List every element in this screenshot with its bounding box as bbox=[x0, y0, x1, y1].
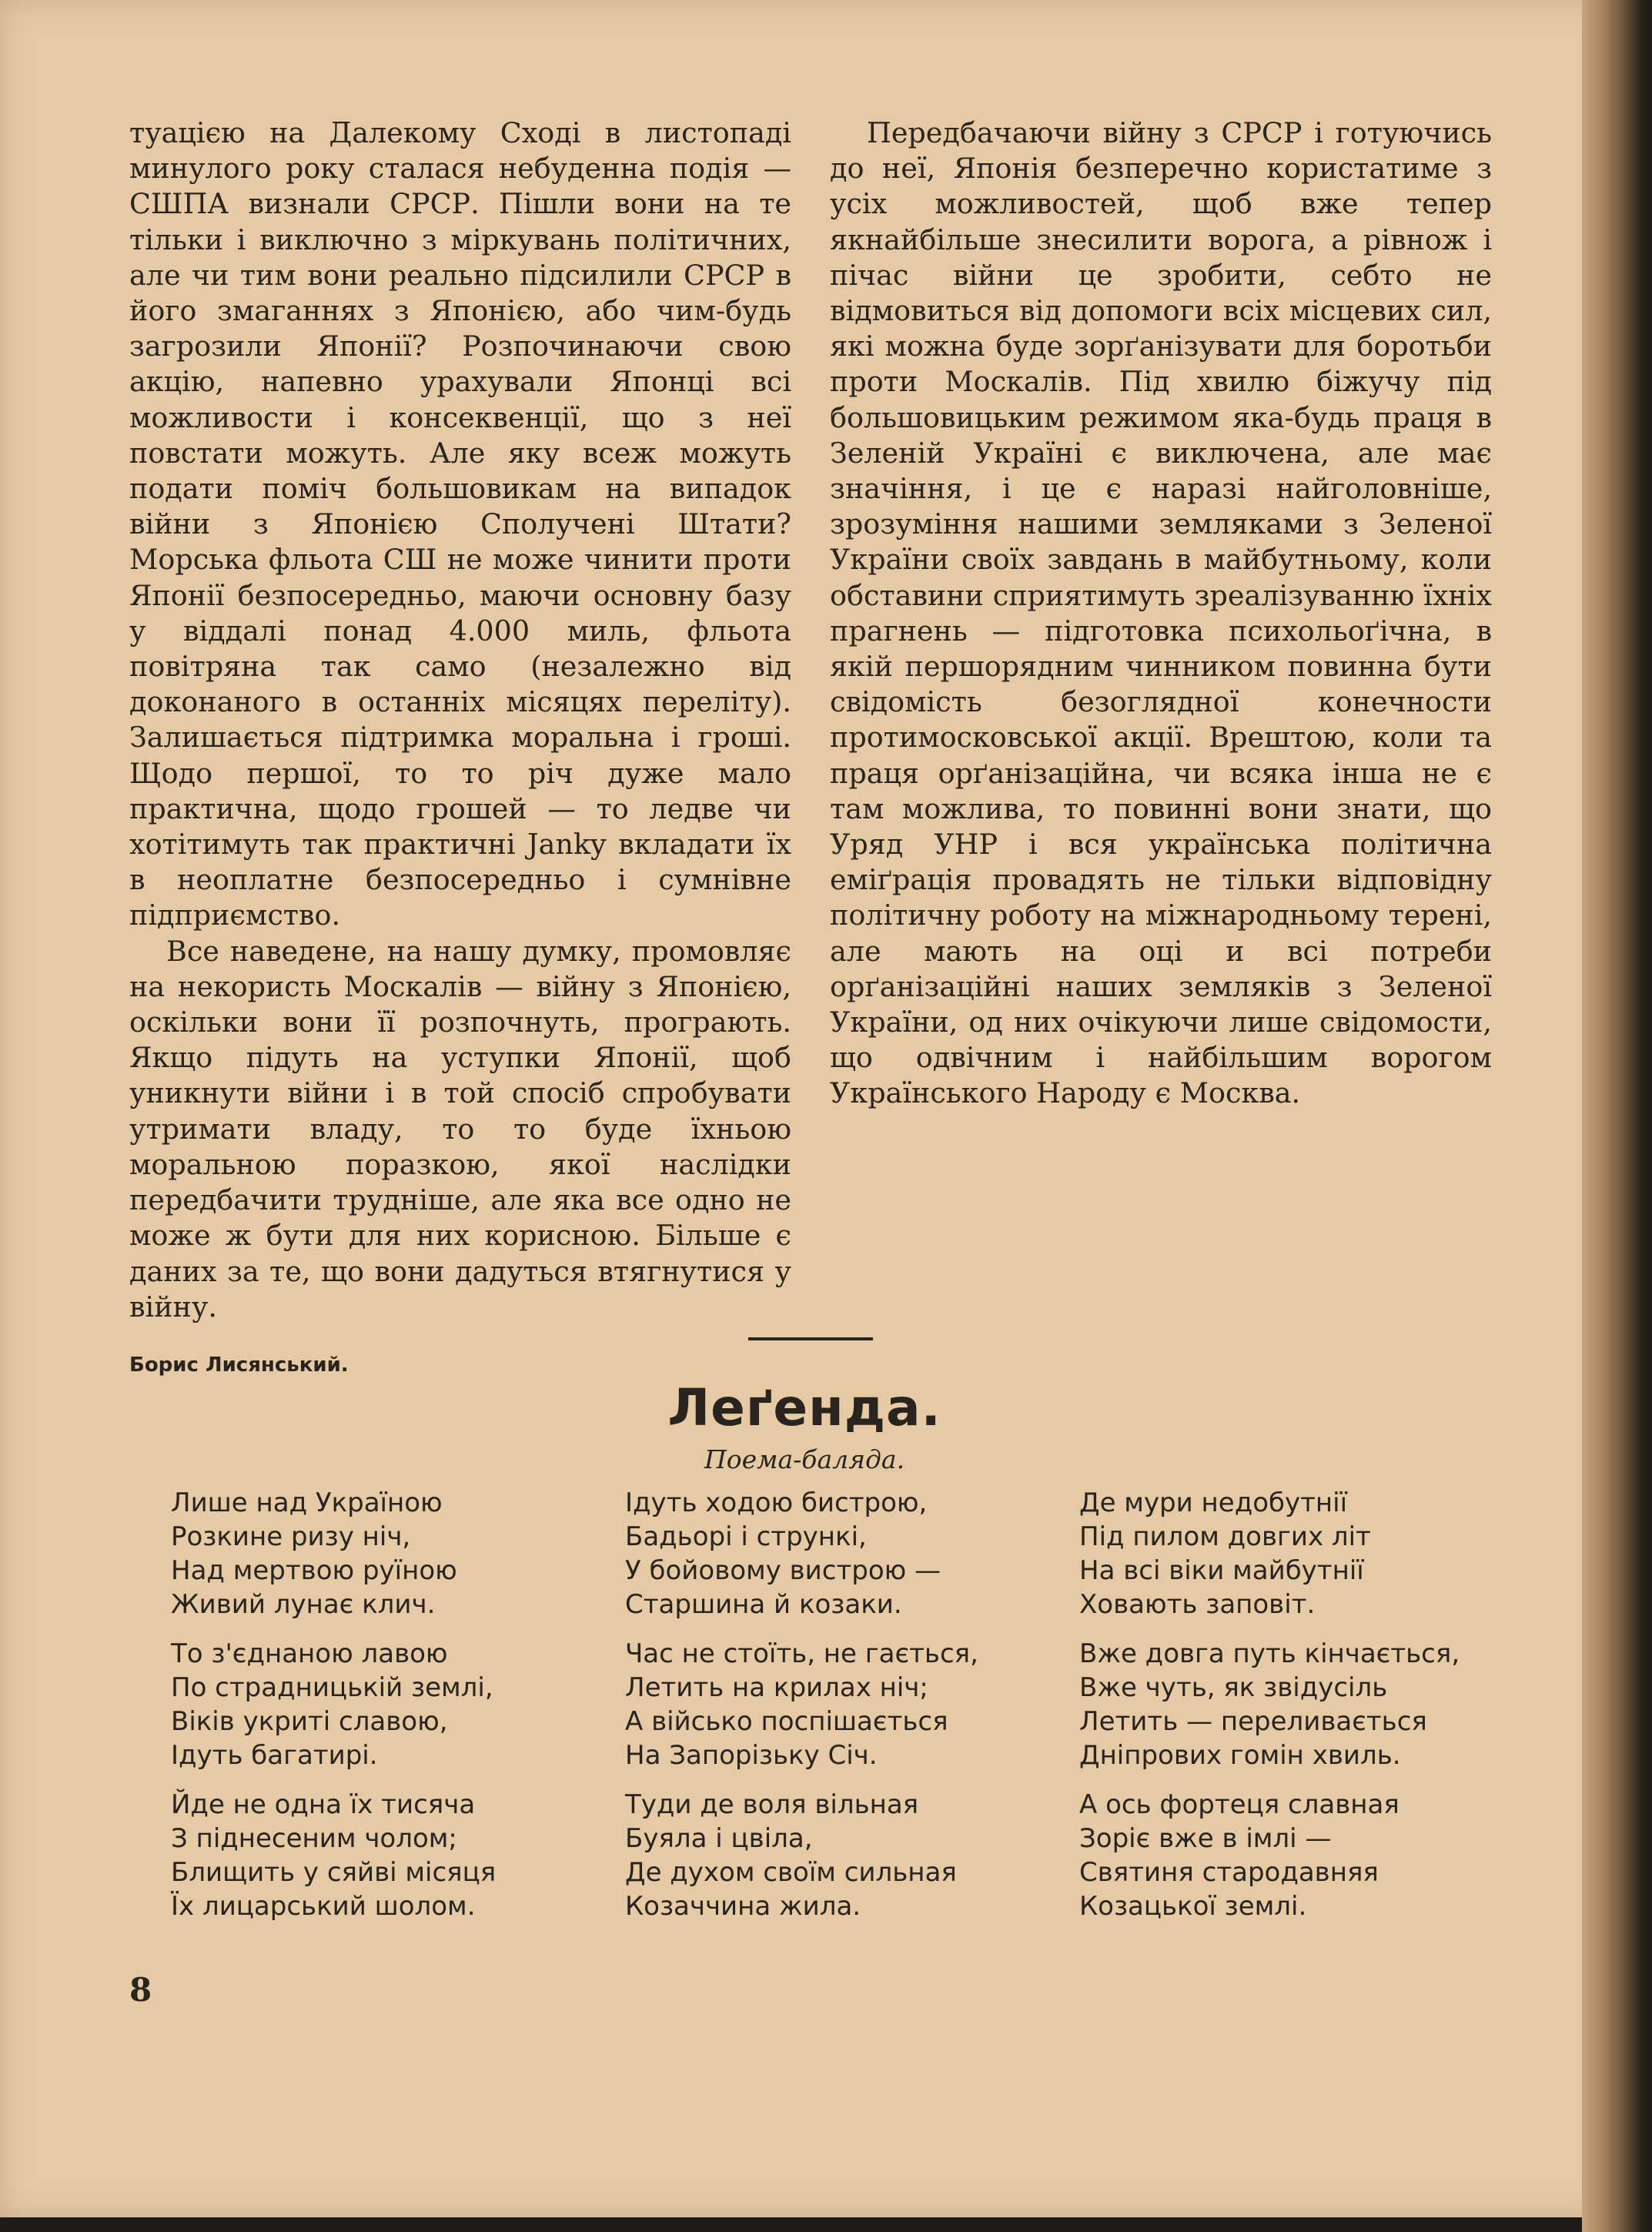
poem-stanza bbox=[171, 1486, 496, 1621]
poem-stanza bbox=[1079, 1637, 1460, 1772]
verse-line: Розкине ризу ніч, bbox=[171, 1521, 411, 1552]
verse-line: Йде не одна їх тисяча bbox=[171, 1789, 476, 1820]
book-spine-edge bbox=[1582, 0, 1652, 2232]
verse-line: На всі віки майбутнії bbox=[1079, 1555, 1364, 1586]
article-left-column bbox=[129, 115, 791, 1325]
verse-line: Ідуть багатирі. bbox=[171, 1740, 378, 1771]
paragraph: туацією на Далекому Сході в листопаді минулого року сталася небуденна подія — СШПА визнали СРСР. Пішли вони на те тільки і виключно з міркувань політичних, але чи тим вони реально підсилили СРСР в його змаганнях з Японією, або чим-будь загрозили Японії? Розпочинаючи свою акцію, напевно урахували Японці всі можливости і консеквенції, що з неї повстати можуть. Але яку всеж можуть подати поміч большовикам на випадок війни з Японією Сполучені Штати? Морська фльота СШ не може чинити проти Японії безпосередньо, маючи основну базу у віддалі понад 4.000 миль, фльота повітряна так само (незалежно від доконаного в останніх місяцях переліту). Залишається підтримка моральна і гроші. Щодо першої, то то річ дуже мало практична, щодо грошей — то ледве чи хотітимуть так практичні Janky вкладати їх в неоплатне безпосередньо і сумнівне підприємство. bbox=[129, 116, 791, 932]
verse-line: Де мури недобутнії bbox=[1079, 1487, 1348, 1518]
poem-stanza bbox=[625, 1788, 978, 1923]
verse-line: То з'єднаною лавою bbox=[171, 1638, 448, 1669]
verse-line: Старшина й козаки. bbox=[625, 1589, 902, 1620]
verse-line: Дніпрових гомін хвиль. bbox=[1079, 1740, 1401, 1771]
poem-stanza bbox=[625, 1486, 978, 1621]
verse-line: Зоріє вже в імлі — bbox=[1079, 1823, 1332, 1854]
poem-stanza bbox=[1079, 1486, 1460, 1621]
verse-line: Козацької землі. bbox=[1079, 1891, 1307, 1922]
verse-line: По страдницькій землі, bbox=[171, 1672, 493, 1703]
verse-line: З піднесеним чолом; bbox=[171, 1823, 457, 1854]
verse-line: Козаччина жила. bbox=[625, 1891, 861, 1922]
verse-line: Летить — переливається bbox=[1079, 1706, 1427, 1737]
verse-line: Буяла і цвіла, bbox=[625, 1823, 813, 1854]
poem-column-1 bbox=[171, 1486, 496, 1939]
verse-line: А військо поспішається bbox=[625, 1706, 948, 1737]
poem-stanza bbox=[171, 1637, 496, 1772]
page-number: 8 bbox=[129, 1971, 152, 2009]
verse-line: Вже довга путь кінчається, bbox=[1079, 1638, 1460, 1669]
verse-line: Святиня стародавняя bbox=[1079, 1857, 1379, 1888]
verse-line: Під пилом довгих літ bbox=[1079, 1521, 1371, 1552]
poem-title: Леґенда. bbox=[667, 1378, 941, 1437]
verse-line: Ідуть ходою бистрою, bbox=[625, 1487, 928, 1518]
poem-stanza bbox=[1079, 1788, 1460, 1923]
section-divider bbox=[748, 1337, 873, 1340]
verse-line: Час не стоїть, не гається, bbox=[625, 1638, 978, 1669]
poem-stanza bbox=[171, 1788, 496, 1923]
verse-line: Бадьорі і стрункі, bbox=[625, 1521, 867, 1552]
verse-line: Вже чуть, як звідусіль bbox=[1079, 1672, 1388, 1703]
poem-author: Борис Лисянський. bbox=[129, 1354, 349, 1377]
verse-line: На Запорізьку Січ. bbox=[625, 1740, 878, 1771]
verse-line: А ось фортеця славная bbox=[1079, 1789, 1400, 1820]
verse-line: Віків укриті славою, bbox=[171, 1706, 448, 1737]
verse-line: Де духом своїм сильная bbox=[625, 1857, 957, 1888]
verse-line: Ховають заповіт. bbox=[1079, 1589, 1316, 1620]
poem-column-2 bbox=[625, 1486, 978, 1939]
verse-line: Туди де воля вільная bbox=[625, 1789, 919, 1820]
verse-line: Над мертвою руїною bbox=[171, 1555, 457, 1586]
poem-stanza bbox=[625, 1637, 978, 1772]
poem-subtitle: Поема-баляда. bbox=[704, 1444, 905, 1474]
verse-line: У бойовому вистрою — bbox=[625, 1555, 941, 1586]
verse-line: Блищить у сяйві місяця bbox=[171, 1857, 497, 1888]
article-right-column bbox=[830, 115, 1492, 1112]
verse-line: Їх лицарський шолом. bbox=[171, 1891, 476, 1922]
verse-line: Живий лунає клич. bbox=[171, 1589, 436, 1620]
verse-line: Лише над Україною bbox=[171, 1487, 443, 1518]
poem-column-3 bbox=[1079, 1486, 1460, 1939]
paragraph: Передбачаючи війну з СРСР і готуючись до неї, Японія безперечно користатиме з усіх можливостей, щоб вже тепер якнайбільше знесилити ворога, а рівнож і пічас війни це зробити, себто не відмовиться від допомоги всіх місцевих сил, які можна буде зорґанізувати для боротьби проти Москалів. Під хвилю біжучу під большовицьким режимом яка-будь праця в Зеленій Україні є виключена, але має значіння, і це є наразі найголовніше, зрозуміння нашими земляками з Зеленої України своїх завдань в майбутньому, коли обставини сприятимуть зреалізуванню їхніх прагнень — підготовка психольоґічна, в якій першорядним чинником повинна бути свідомість безоглядної конечности протимосковської акції. Врештою, коли та праця орґанізаційна, чи всяка інша не є там можлива, то повинні вони знати, що Уряд УНР і вся українська політична еміґрація провадять не тільки відповідну політичну роботу на міжнародньому терені, але мають на оці и всі потреби орґанізаційні наших земляків з Зеленої України, од них очікуючи лише свідомости, що одвічним і найбільшим ворогом Українського Народу є Москва. bbox=[830, 116, 1492, 1110]
paragraph: Все наведене, на нашу думку, промовляє на некористь Москалів — війну з Японією, оскільки вони її розпочнуть, програють. Якщо підуть на уступки Японії, щоб уникнути війни і в той спосіб спробувати утримати владу, то то буде їхньою моральною поразкою, якої наслідки передбачити трудніше, але яка все одно не може ж бути для них корисною. Більше є даних за те, що вони дадуться втягнутися у війну. bbox=[129, 934, 791, 1323]
verse-line: Летить на крилах ніч; bbox=[625, 1672, 928, 1703]
